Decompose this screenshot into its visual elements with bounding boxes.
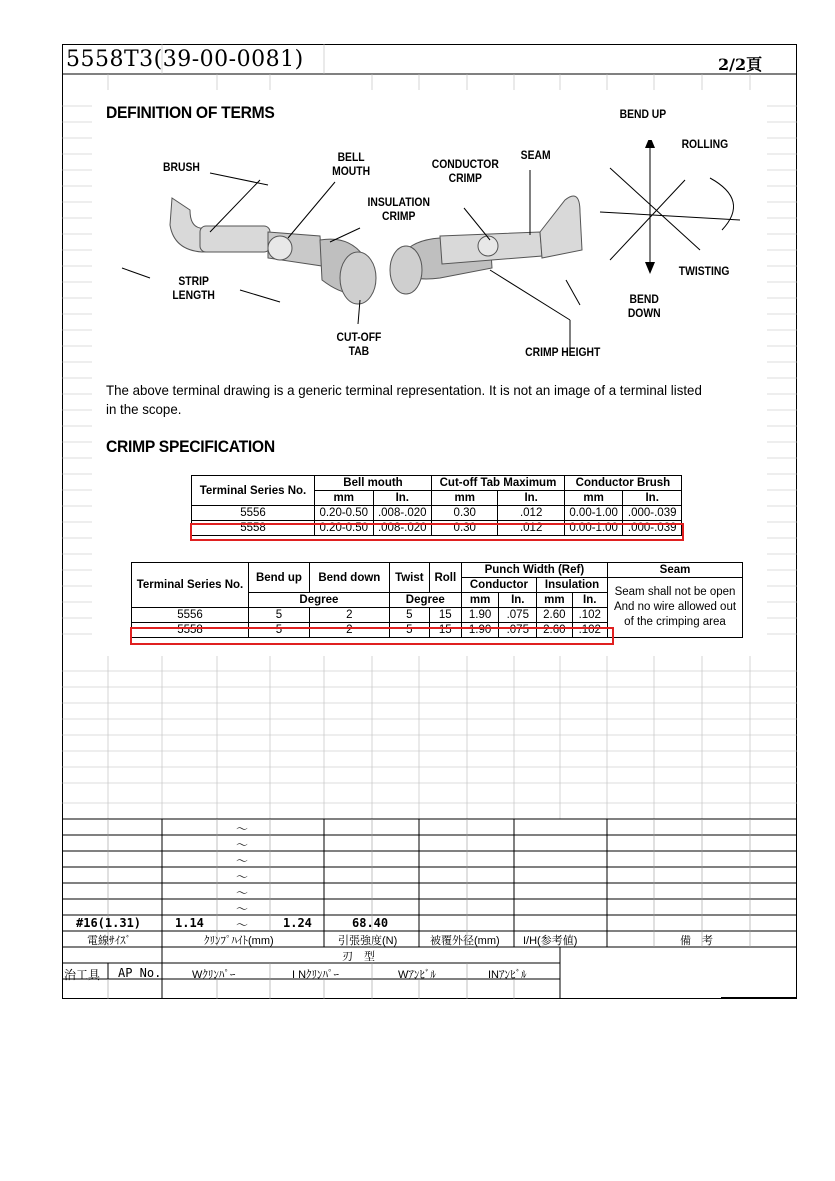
tilde: ～	[236, 886, 249, 900]
t2-header-conductor: Conductor	[461, 578, 536, 593]
table-cell: 0.30	[432, 521, 498, 536]
highlight-5558-row-1	[190, 523, 684, 541]
table-cell: 5556	[132, 608, 249, 623]
tensile-value: 68.40	[352, 916, 389, 930]
bottom-rule	[721, 997, 797, 998]
crimp-spec-heading: CRIMP SPECIFICATION	[106, 437, 275, 456]
t2-unit: In.	[572, 593, 607, 608]
table-cell: 15	[429, 608, 461, 623]
tilde: ～	[236, 838, 249, 852]
header-w-crimper: Wｸﾘﾝﾊﾟｰ	[192, 969, 236, 981]
crimp-height-min: 1.14	[175, 916, 204, 930]
crimp-height-max: 1.24	[283, 916, 312, 930]
t2-unit: In.	[499, 593, 537, 608]
wire-size-value: #16(1.31)	[76, 916, 142, 930]
definition-heading: DEFINITION OF TERMS	[106, 103, 275, 122]
header-jig: 治工具	[64, 968, 101, 982]
label-brush: BRUSH	[163, 162, 200, 174]
t2-header-series: Terminal Series No.	[132, 563, 249, 608]
highlight-5558-row-2	[130, 627, 614, 645]
t1-header-cut-off: Cut-off Tab Maximum	[432, 476, 565, 491]
table-cell: 0.20-0.50	[315, 521, 374, 536]
table-cell: .008-.020	[373, 506, 432, 521]
table-row	[192, 506, 682, 521]
table-cell: 5	[389, 623, 429, 638]
table-cell: .102	[572, 608, 607, 623]
t1-unit: mm	[564, 491, 623, 506]
t2-unit: mm	[461, 593, 499, 608]
label-bend-down: BEND DOWN	[627, 294, 661, 320]
seam-note: Seam shall not be open And no wire allowed out of the crimping area	[608, 578, 743, 638]
header-remarks: 備 考	[680, 935, 713, 947]
table-cell: .012	[498, 521, 564, 536]
t2-unit: mm	[537, 593, 572, 608]
table-cell: 0.00-1.00	[564, 521, 623, 536]
table-cell: 2	[309, 623, 389, 638]
table-cell: 5556	[192, 506, 315, 521]
t1-header-brush: Conductor Brush	[564, 476, 681, 491]
header-in-crimper: I Nｸﾘﾝﾊﾟｰ	[292, 969, 340, 981]
t2-header-seam: Seam	[608, 563, 743, 578]
t1-unit: mm	[432, 491, 498, 506]
label-strip-length: STRIP LENGTH	[172, 276, 215, 302]
header-insulation-od: 被覆外径(mm)	[430, 935, 500, 947]
tilde: ～	[236, 854, 249, 868]
table-cell: 5558	[192, 521, 315, 536]
table-cell: 2	[309, 608, 389, 623]
table-cell: 0.20-0.50	[315, 506, 374, 521]
table-cell: .008-.020	[373, 521, 432, 536]
table-cell: 5	[249, 623, 310, 638]
table-cell: .075	[499, 623, 537, 638]
t2-header-punch: Punch Width (Ref)	[461, 563, 607, 578]
table-cell: 1.90	[461, 623, 499, 638]
label-conductor-crimp: CONDUCTOR CRIMP	[431, 159, 499, 185]
header-crimp-height: ｸﾘﾝﾌﾟﾊｲﾄ(mm)	[204, 935, 274, 947]
table-cell: 0.00-1.00	[564, 506, 623, 521]
tilde: ～	[236, 918, 249, 932]
page-number: 2/2頁	[718, 55, 763, 74]
table-cell: 5	[389, 608, 429, 623]
t1-unit: mm	[315, 491, 374, 506]
table-cell: .012	[498, 506, 564, 521]
t1-unit: In.	[373, 491, 432, 506]
header-in-anvil: INｱﾝﾋﾞﾙ	[488, 969, 527, 981]
label-seam: SEAM	[520, 150, 551, 162]
header-wire-size: 電線ｻｲｽﾞ	[87, 935, 131, 947]
t1-unit: In.	[623, 491, 682, 506]
label-rolling: ROLLING	[681, 139, 729, 151]
t1-header-series: Terminal Series No.	[192, 476, 315, 506]
table-cell: 15	[429, 623, 461, 638]
header-tensile: 引張強度(N)	[338, 935, 398, 947]
table-cell: .102	[572, 623, 607, 638]
label-bend-up: BEND UP	[619, 109, 667, 121]
label-crimp-height: CRIMP HEIGHT	[525, 347, 601, 359]
t2-degree: Degree	[389, 593, 461, 608]
header-ap-no: AP No.	[118, 966, 162, 980]
t1-header-bell-mouth: Bell mouth	[315, 476, 432, 491]
table-cell: .000-.039	[623, 506, 682, 521]
tilde: ～	[236, 822, 249, 836]
label-bell-mouth: BELL MOUTH	[332, 152, 371, 178]
label-cut-off-tab: CUT-OFF TAB	[336, 332, 382, 358]
t2-header-bend-down: Bend down	[309, 563, 389, 593]
table-cell: .000-.039	[623, 521, 682, 536]
t2-header-twist: Twist	[389, 563, 429, 593]
tilde: ～	[236, 902, 249, 916]
document-title: 5558T3(39-00-0081)	[66, 47, 304, 72]
label-insulation-crimp: INSULATION CRIMP	[367, 197, 430, 223]
label-twisting: TWISTING	[678, 266, 730, 278]
table-cell: 2.60	[537, 608, 572, 623]
t2-header-bend-up: Bend up	[249, 563, 310, 593]
disclaimer-note: The above terminal drawing is a generic terminal representation. It is not an image of a terminal listed in the scope.	[106, 382, 702, 417]
header-blade: 刃 型	[342, 951, 375, 963]
table-cell: 5	[249, 608, 310, 623]
table-cell: 2.60	[537, 623, 572, 638]
header-w-anvil: Wｱﾝﾋﾞﾙ	[398, 969, 436, 981]
t2-degree: Degree	[249, 593, 390, 608]
table-cell: 0.30	[432, 506, 498, 521]
t2-header-insulation: Insulation	[537, 578, 608, 593]
axis-arrows	[600, 140, 740, 270]
table-cell: .075	[499, 608, 537, 623]
table-cell: 1.90	[461, 608, 499, 623]
t2-header-roll: Roll	[429, 563, 461, 593]
table-cell: 5558	[132, 623, 249, 638]
header-ih: I/H(参考値)	[523, 935, 578, 947]
t1-unit: In.	[498, 491, 564, 506]
tilde: ～	[236, 870, 249, 884]
